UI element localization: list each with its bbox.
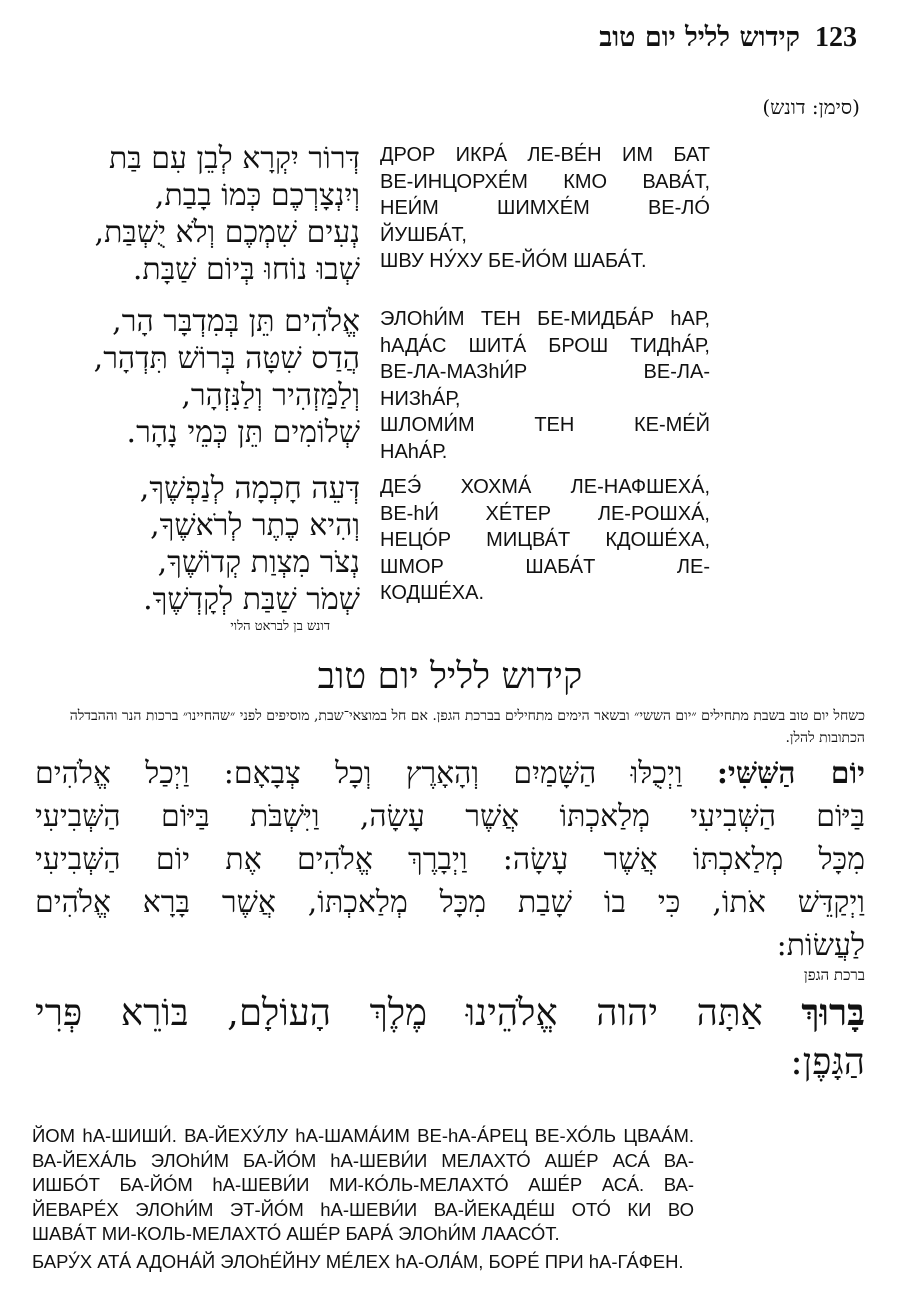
bracha-line: [35, 988, 865, 1037]
bracha-transliteration: [32, 1250, 694, 1275]
russian-line: ШВУ НУ́ХУ БЕ-ЙО́М ШАБА́Т.: [380, 250, 647, 272]
hebrew-line: וְלַמַּזְהִיר וְלַנִּזְהָר,: [181, 378, 360, 413]
russian-line: ВЕ-ЛА-МАЗhИ́Р ВЕ-ЛА-: [380, 361, 710, 383]
hebrew-line: אֱלֹהִים תֵּן בְּמִדְבָּר הָר,: [112, 304, 360, 339]
russian-line: ШЛОМИ́М ТЕН КЕ-МЕ́Й: [380, 414, 710, 436]
kiddush-line: [35, 752, 865, 795]
transliteration-line: БАРУ́Х АТА́ АДОНА́Й ЭЛОhЕ́ЙНУ МЕ́ЛЕХ hА-ОЛА́М, БОРЕ́ ПРИ hА-ГА́ФЕН.: [32, 1251, 684, 1272]
transliteration-line: ВА-ЙЕХА́ЛЬ ЭЛОhИ́М БА-ЙО́М hА-ШЕВИ́И МЕЛАХТО́ АШЕ́Р АСА́ ВА-: [32, 1149, 694, 1171]
russian-line: КОДШЕ́ХА.: [380, 582, 484, 604]
kiddush-text: [35, 752, 865, 967]
hebrew-stanza-1: [20, 140, 360, 288]
bracha-text: [35, 988, 865, 1086]
bracha-line-rest: אַתָּה יהוה אֱלֹהֵינוּ מֶלֶךְ הָעוֹלָם, בּוֹרֵא פְּרִי: [35, 991, 802, 1034]
russian-line: ЭЛОhИ́М ТЕН БЕ-МИДБА́Р hАР,: [380, 308, 710, 330]
hebrew-stanza-3: [20, 470, 360, 636]
page-number: 123: [815, 22, 857, 53]
bracha-lead: בָּרוּךְ: [801, 990, 865, 1034]
transliteration-line: ШАВА́Т МИ-КОЛЬ-МЕЛАХТО́ АШЕ́Р БАРА́ ЭЛОhИ́М ЛААСО́Т.: [32, 1223, 560, 1244]
kiddush-line: מִכָּל מְלַאכְתּוֹ אֲשֶׁר עָשָׂה: וַיְבָרֶךְ אֱלֹהִים אֶת יוֹם הַשְּׁבִיעִי: [35, 842, 865, 877]
hebrew-line: דְּעֵה חָכְמָה לְנַפְשֶׁךָ,: [139, 471, 360, 506]
hebrew-line: וְהִיא כֶתֶר לְרֹאשֶׁךָ,: [150, 508, 360, 543]
russian-line: ЙУШБА́Т,: [380, 223, 467, 246]
kiddush-lead: יוֹם הַשִּׁשִּׁי:: [716, 756, 865, 791]
russian-line: ДРОР ИКРА́ ЛЕ-ВЕ́Н ИМ БАТ: [380, 144, 710, 166]
hebrew-line: שְׁלוֹמִים תֵּן כְּמֵי נָהָר.: [126, 415, 360, 450]
kiddush-line-rest: וַיְכֻלּוּ הַשָּׁמַיִם וְהָאָרֶץ וְכָל צְבָאָם: וַיְכַל אֱלֹהִים: [35, 756, 717, 791]
kiddush-line: וַיְקַדֵּשׁ אֹתוֹ, כִּי בוֹ שָׁבַת מִכָּל מְלַאכְתּוֹ, אֲשֶׁר בָּרָא אֱלֹהִים: [35, 885, 865, 920]
transliteration-line: ЙОМ hА-ШИШИ́. ВА-ЙЕХУ́ЛУ hА-ШАМА́ИМ ВЕ-hА-А́РЕЦ ВЕ-ХО́ЛЬ ЦВАА́М.: [32, 1125, 694, 1146]
russian-line: НЕИ́М ШИМХЕ́М ВЕ-ЛО́: [380, 197, 710, 219]
kiddush-line: לַעֲשׂוֹת:: [776, 928, 865, 963]
kiddush-transliteration: [32, 1124, 694, 1247]
russian-stanza-2: [380, 306, 710, 465]
russian-line: ВЕ-hИ́ ХЕ́ТЕР ЛЕ-РОШХА́,: [380, 502, 710, 525]
hebrew-stanza-2: [20, 303, 360, 451]
russian-line: ДЕЭ́ ХОХМА́ ЛЕ-НАФШЕХА́,: [380, 476, 710, 498]
running-header-title: קידוש לליל יום טוב: [599, 22, 800, 53]
instruction-note: כשחל יום טוב בשבת מתחילים ״יום הששי״ ובשאר הימים מתחילים בברכת הגפן. אם חל במוצאי־שבת, מוסיפים לפני ״שהחיינו״ ברכות הנר וההבדלה הכתובות להלן.: [69, 708, 865, 746]
bracha-label: ברכת הגפן: [803, 966, 865, 984]
russian-stanza-1: [380, 142, 710, 275]
hebrew-line: שְׁמֹר שַׁבַּת לְקָדְשֶׁךָ.: [143, 582, 360, 617]
russian-line: hАДА́С ШИТА́ БРОШ ТИДhА́Р,: [380, 334, 710, 357]
transliteration-line: ИШБО́Т БА-ЙО́М hА-ШЕВИ́И МИ-КО́ЛЬ-МЕЛАХТО́ АШЕ́Р АСА́. ВА-: [32, 1174, 694, 1195]
hebrew-line: נְצֹר מִצְוַת קְדוֹשֶׁךָ,: [157, 545, 360, 580]
section-title: קידוש לליל יום טוב: [317, 656, 583, 697]
russian-line: НЕЦО́Р МИЦВА́Т КДОШЕ́ХА,: [380, 529, 710, 551]
hebrew-line: שְׁבוּ נוֹחוּ בְּיוֹם שַׁבָּת.: [132, 252, 360, 287]
poem-siman: (סימן: דונש): [762, 95, 860, 119]
author-credit: דונש בן לבראט הלוי: [230, 619, 330, 634]
russian-stanza-3: [380, 474, 710, 607]
bracha-line: הַגָּפֶן:: [790, 1040, 865, 1083]
russian-line: ВЕ-ИНЦОРХЕ́М КМО ВАВА́Т,: [380, 170, 710, 193]
kiddush-line: בַּיּוֹם הַשְּׁבִיעִי מְלַאכְתּוֹ אֲשֶׁר עָשָׂה, וַיִּשְׁבֹּת בַּיּוֹם הַשְּׁבִיעִי: [35, 799, 865, 834]
russian-line: НАhА́Р.: [380, 440, 448, 463]
russian-line: НИЗhА́Р,: [380, 387, 461, 410]
transliteration-line: ЙЕВАРЕ́Х ЭЛОhИ́М ЭТ-ЙО́М hА-ШЕВИ́И ВА-ЙЕКАДЕ́Ш ОТО́ КИ ВО: [32, 1198, 694, 1220]
russian-line: ШМОР ШАБА́Т ЛЕ-: [380, 555, 710, 578]
hebrew-line: הֲדַס שִׁטָּה בְּרוֹשׁ תִּדְהָר,: [93, 341, 360, 376]
hebrew-line: וְיִנְצָרְכֶם כְּמוֹ בָבַת,: [154, 178, 360, 213]
hebrew-line: נְעִים שִׁמְכֶם וְלֹא יֻשְׁבַּת,: [94, 215, 360, 250]
hebrew-line: דְּרוֹר יִקְרָא לְבֵן עִם בַּת: [109, 141, 360, 176]
